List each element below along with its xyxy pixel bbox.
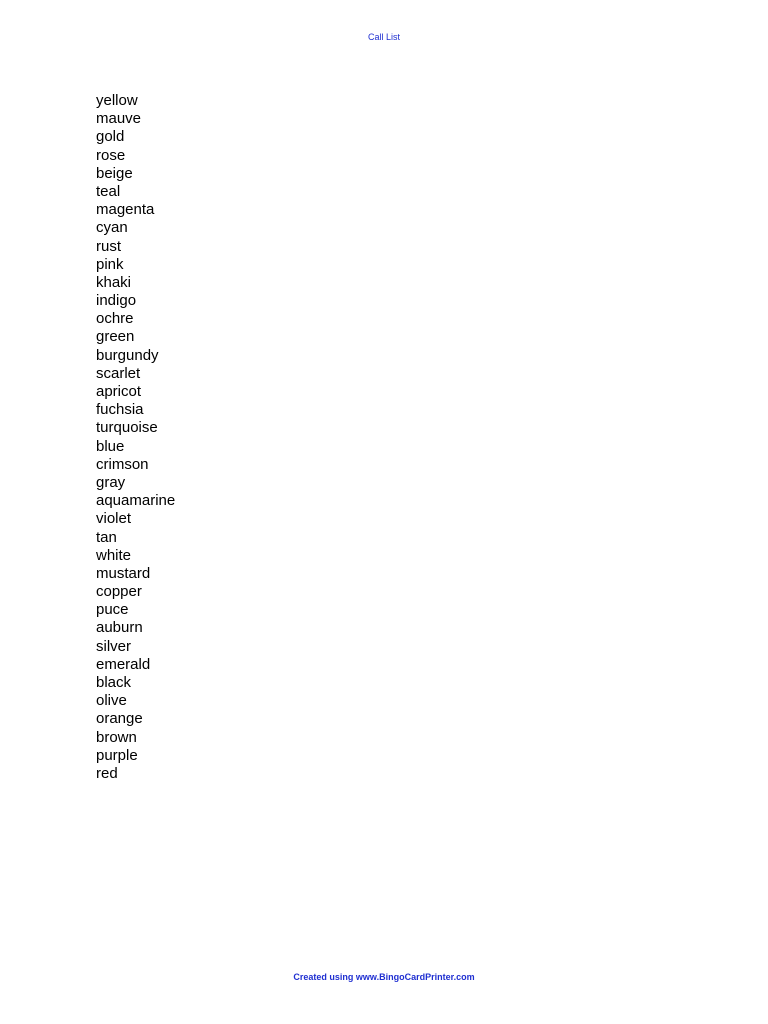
list-item: indigo bbox=[96, 292, 137, 310]
list-item: white bbox=[96, 546, 132, 564]
list-item: pink bbox=[96, 255, 124, 273]
list-item: aquamarine bbox=[96, 492, 176, 510]
list-item: purple bbox=[96, 746, 138, 764]
list-item: puce bbox=[96, 601, 129, 619]
list-item: olive bbox=[96, 692, 127, 710]
list-item: copper bbox=[96, 583, 142, 601]
list-item: crimson bbox=[96, 455, 149, 473]
list-item: rose bbox=[96, 146, 126, 164]
list-item: emerald bbox=[96, 655, 151, 673]
list-item: mauve bbox=[96, 110, 142, 128]
list-item: brown bbox=[96, 728, 137, 746]
list-item: silver bbox=[96, 637, 132, 655]
list-item: yellow bbox=[96, 92, 138, 109]
list-item: green bbox=[96, 328, 135, 346]
list-item: black bbox=[96, 674, 132, 691]
list-item: magenta bbox=[96, 201, 155, 219]
list-item: cyan bbox=[96, 219, 128, 237]
list-item: tan bbox=[96, 528, 117, 546]
list-item: teal bbox=[96, 182, 121, 200]
list-item: ochre bbox=[96, 310, 134, 328]
call-list bbox=[96, 92, 175, 783]
list-item: fuchsia bbox=[96, 401, 144, 419]
list-item: beige bbox=[96, 164, 133, 182]
list-item: violet bbox=[96, 510, 132, 528]
list-item: khaki bbox=[96, 273, 132, 291]
page-title: Call List bbox=[367, 32, 400, 42]
list-item: mustard bbox=[96, 564, 151, 582]
list-item: turquoise bbox=[96, 419, 158, 437]
list-item: gray bbox=[96, 473, 126, 491]
list-item: orange bbox=[96, 710, 143, 728]
list-item: red bbox=[96, 764, 118, 782]
footer-credit: Created using www.BingoCardPrinter.com bbox=[293, 972, 475, 982]
list-item: auburn bbox=[96, 619, 143, 637]
list-item: gold bbox=[96, 128, 125, 146]
list-item: scarlet bbox=[96, 364, 141, 382]
list-item: apricot bbox=[96, 383, 142, 400]
list-item: blue bbox=[96, 437, 125, 455]
list-item: burgundy bbox=[96, 346, 159, 364]
list-item: rust bbox=[96, 237, 122, 255]
